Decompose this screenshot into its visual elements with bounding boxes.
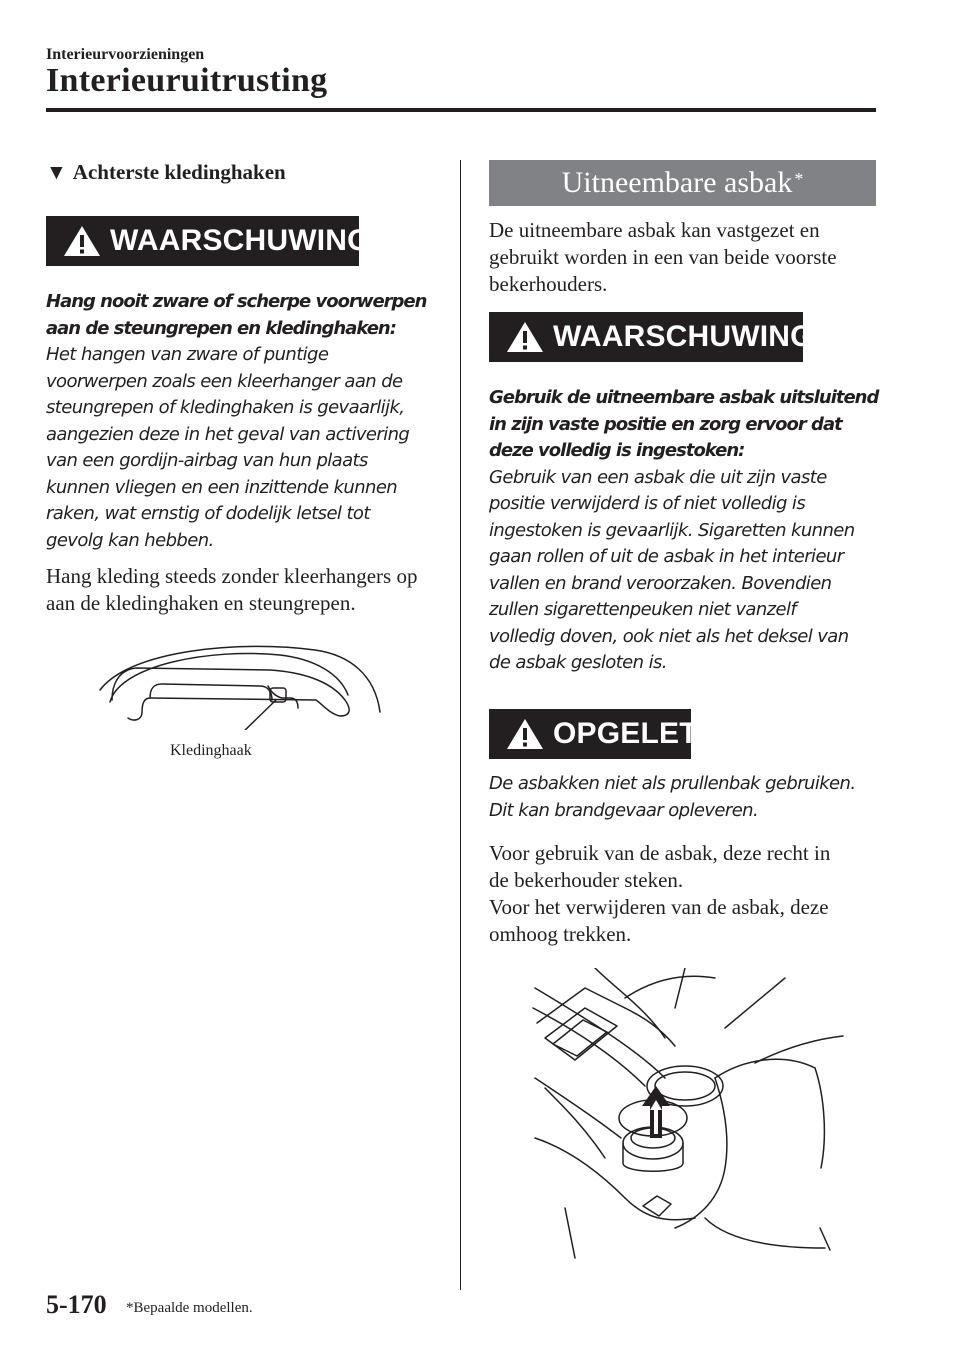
warning-triangle-icon	[62, 224, 102, 258]
warning-label: WAARSCHUWING	[110, 224, 371, 257]
warning-triangle-icon	[505, 320, 545, 354]
figure-label-kledinghaak: Kledinghaak	[170, 742, 252, 759]
triangle-down-icon: ▼	[46, 160, 67, 184]
caution-label: OPGELET	[553, 717, 698, 750]
body-text-hooks: Hang kleding steeds zonder kleerhangers op aan de kledinghaken en steungrepen.	[46, 564, 418, 615]
footnote: *Bepaalde modellen.	[126, 1300, 253, 1316]
caution-box	[489, 709, 698, 759]
coat-hook-illustration	[90, 640, 390, 730]
page-number: 5-170	[46, 1290, 107, 1319]
page-title: Interieuruitrusting	[46, 62, 328, 99]
column-divider	[460, 160, 461, 1290]
warning-text: Hang nooit zware of scherpe voorwerpen aan de steungrepen en kledinghaken: Het hangen van zware of puntige voorwerpen zoals een kleerhanger aan de steungrepen of kledinghaken is gevaarlijk, aangezien deze in het geval van activering van een gordijn-airbag van hun plaats kunnen vliegen en een inzittende kunnen raken, wat ernstig of dodelijk letsel tot gevolg kan hebben.	[46, 289, 446, 554]
footnote-mark: *	[794, 168, 804, 189]
ashtray-illustration	[525, 968, 845, 1268]
warning-text-ashtray: Gebruik de uitneembare asbak uitsluitend in zijn vaste positie en zorg ervoor dat deze volledig is ingestoken: Gebruik van een asbak die uit zijn vaste positie verwijderd is of niet volledig is ingestoken is gevaarlijk. Sigaretten kunnen gaan rollen of uit de asbak in het interieur vallen en brand veroorzaken. Bovendien zullen sigarettenpeuken niet vanzelf volledig doven, ook niet als het deksel van de asbak gesloten is.	[489, 385, 884, 677]
warning-triangle-icon	[505, 717, 545, 751]
section-label: Interieurvoorzieningen	[46, 46, 205, 63]
warning-box	[46, 216, 371, 266]
intro-text: De uitneembare asbak kan vastgezet en gebruikt worden in een van beide voorste bekerhouders.	[489, 218, 837, 296]
warning-box-ashtray	[489, 312, 814, 362]
caution-text: De asbakken niet als prullenbak gebruiken. Dit kan brandgevaar opleveren.	[489, 773, 856, 821]
warning-heading: Gebruik de uitneembare asbak uitsluitend in zijn vaste positie en zorg ervoor dat deze volledig is ingestoken:	[489, 387, 879, 461]
section-banner: Uitneembare asbak *	[489, 160, 876, 206]
warning-heading: Hang nooit zware of scherpe voorwerpen aan de steungrepen en kledinghaken:	[46, 291, 427, 339]
warning-label: WAARSCHUWING	[553, 320, 814, 353]
body-text-ashtray: Voor gebruik van de asbak, deze recht in de bekerhouder steken. Voor het verwijderen van de asbak, deze omhoog trekken.	[489, 841, 831, 946]
subheading: ▼ Achterste kledinghaken	[46, 160, 286, 184]
header-rule	[46, 108, 876, 112]
